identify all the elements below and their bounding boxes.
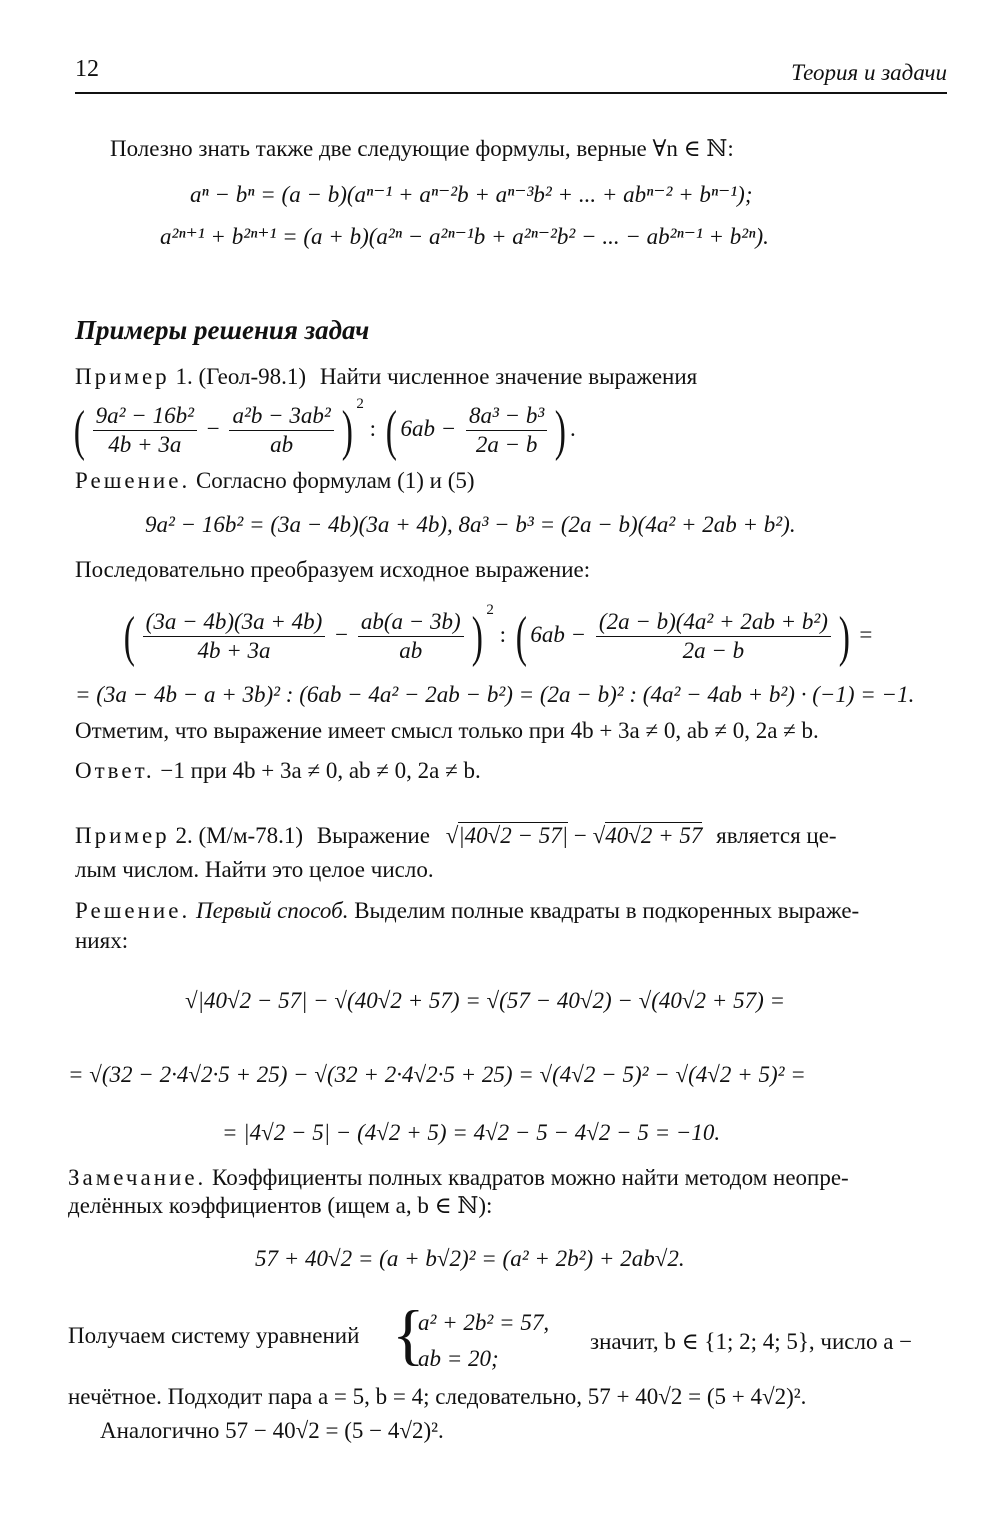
- example1-answer: [75, 758, 481, 784]
- expr2-fraction-3: $\frac{\text{(2a − b)(4a² + 2ab + b²)}}{2a - b}$: [596, 609, 831, 664]
- example2-label: Пример: [75, 823, 170, 848]
- example2-solution-continued: ниях:: [75, 928, 129, 953]
- header-rule: [75, 92, 947, 94]
- radical-line-2: = √(32 − 2·4√2·5 + 25) − √(32 + 2·4√2·5 + 25) = √(4√2 − 5)² − √(4√2 + 5)² =: [68, 1062, 806, 1087]
- page-number: 12: [75, 56, 99, 82]
- example2-number: 2. (М/м-78.1): [175, 823, 304, 848]
- answer-label: Ответ.: [75, 758, 155, 783]
- analog-statement: Аналогично 57 − 40√2 = (5 − 4√2)².: [100, 1418, 444, 1443]
- running-title: Теория и задачи: [791, 60, 947, 85]
- example2-statement: Выражение: [316, 823, 430, 848]
- solution-text: Согласно формулам (1) и (5): [195, 468, 475, 493]
- factorization-line: 9a² − 16b² = (3a − 4b)(3a + 4b), 8a³ − b³ = (2a − b)(4a² + 2ab + b²).: [145, 512, 796, 537]
- example2-solution: Решение. Первый способ. Выделим полные квадраты в подкоренных выраже-: [75, 898, 860, 923]
- solution-label: Решение.: [75, 468, 191, 493]
- expr1-fraction-2: $\frac{\text{a²b − 3ab²}}{ab}$: [229, 403, 333, 458]
- example1-statement: Найти численное значение выражения: [319, 364, 698, 389]
- remark: Замечание. Коэффициенты полных квадратов можно найти методом неопре-: [68, 1165, 849, 1190]
- system-equation-1: a² + 2b² = 57,: [418, 1310, 550, 1335]
- radical-line-3: = |4√2 − 5| − (4√2 + 5) = 4√2 − 5 − 4√2 − 5 = −10.: [222, 1120, 721, 1145]
- intro-text: Полезно знать также две следующие формулы, верные ∀n ∈ ℕ:: [110, 136, 734, 161]
- expr2-fraction-2: $\frac{ab(a - 3b)}{ab}$: [358, 609, 464, 664]
- domain-note: Отметим, что выражение имеет смысл только при 4b + 3a ≠ 0, ab ≠ 0, 2a ≠ b.: [75, 718, 819, 743]
- remark-label: Замечание.: [68, 1165, 207, 1190]
- expr2-fraction-1: $\frac{(3a - 4b)(3a + 4b)}{4b + 3a}$: [143, 609, 326, 664]
- example2-statement-continued: лым числом. Найти это целое число.: [75, 857, 434, 882]
- formula-difference-of-powers: aⁿ − bⁿ = (a − b)(aⁿ⁻¹ + aⁿ⁻²b + aⁿ⁻³b² + ... + abⁿ⁻² + bⁿ⁻¹);: [190, 182, 753, 207]
- remark-formula: 57 + 40√2 = (a + b√2)² = (a² + 2b²) + 2ab√2.: [255, 1246, 685, 1271]
- solution2-method: Первый способ.: [195, 898, 349, 923]
- radical-line-1: √|40√2 − 57| − √(40√2 + 57) = √(57 − 40√2) − √(40√2 + 57) =: [185, 988, 785, 1013]
- system-equation-2: ab = 20;: [418, 1346, 499, 1371]
- example2-header: Пример 2. (М/м-78.1) Выражение √|40√2 − 57| − √40√2 + 57 является це-: [75, 823, 837, 848]
- remark-continued: делённых коэффициентов (ищем a, b ∈ ℕ):: [68, 1193, 493, 1218]
- formula-sum-of-odd-powers: a²ⁿ⁺¹ + b²ⁿ⁺¹ = (a + b)(a²ⁿ − a²ⁿ⁻¹b + a²ⁿ⁻²b² − ... − ab²ⁿ⁻¹ + b²ⁿ).: [160, 224, 769, 249]
- solution2-label: Решение.: [75, 898, 191, 923]
- example1-header: [75, 364, 697, 390]
- section-heading: Примеры решения задач: [75, 315, 370, 345]
- example1-expression: ( $\frac{\text{9a² − 16b²}}{4b + 3a}$ − $\frac{\text{a²b − 3ab²}}{ab}$ ) $^2$ : ( 6ab − $\frac{\text{8a³ − b³}}{2a - b}$ ) .: [73, 396, 576, 462]
- radical-expression: √|40√2 − 57| − √40√2 + 57: [445, 823, 703, 848]
- conclusion: нечётное. Подходит пара a = 5, b = 4; следовательно, 57 + 40√2 = (5 + 4√2)².: [68, 1384, 807, 1409]
- system-lead: Получаем систему уравнений: [68, 1323, 360, 1348]
- example1-solution: [75, 468, 475, 494]
- result-line: = (3a − 4b − a + 3b)² : (6ab − 4a² − 2ab − b²) = (2a − b)² : (4a² − 4ab + b²) · (−1) = −1.: [75, 682, 915, 707]
- expr1-fraction-3: $\frac{\text{8a³ − b³}}{2a - b}$: [466, 403, 547, 458]
- example1-transformed-expression: ( $\frac{(3a - 4b)(3a + 4b)}{4b + 3a}$ − $\frac{ab(a - 3b)}{ab}$ ) $^2$ : ( 6ab − $\frac{\text{(2a − b)(4a² + 2ab + b²)}}{2a - b}$ ) =: [123, 602, 873, 668]
- transform-text: Последовательно преобразуем исходное выражение:: [75, 557, 591, 582]
- answer-text: −1 при 4b + 3a ≠ 0, ab ≠ 0, 2a ≠ b.: [160, 758, 481, 783]
- example1-number: 1. (Геол-98.1): [175, 364, 307, 389]
- expr1-fraction-1: $\frac{\text{9a² − 16b²}}{4b + 3a}$: [93, 403, 197, 458]
- example1-label: Пример: [75, 364, 170, 389]
- system-tail: значит, b ∈ {1; 2; 4; 5}, число a −: [590, 1329, 913, 1354]
- system-brace: {: [392, 1296, 425, 1372]
